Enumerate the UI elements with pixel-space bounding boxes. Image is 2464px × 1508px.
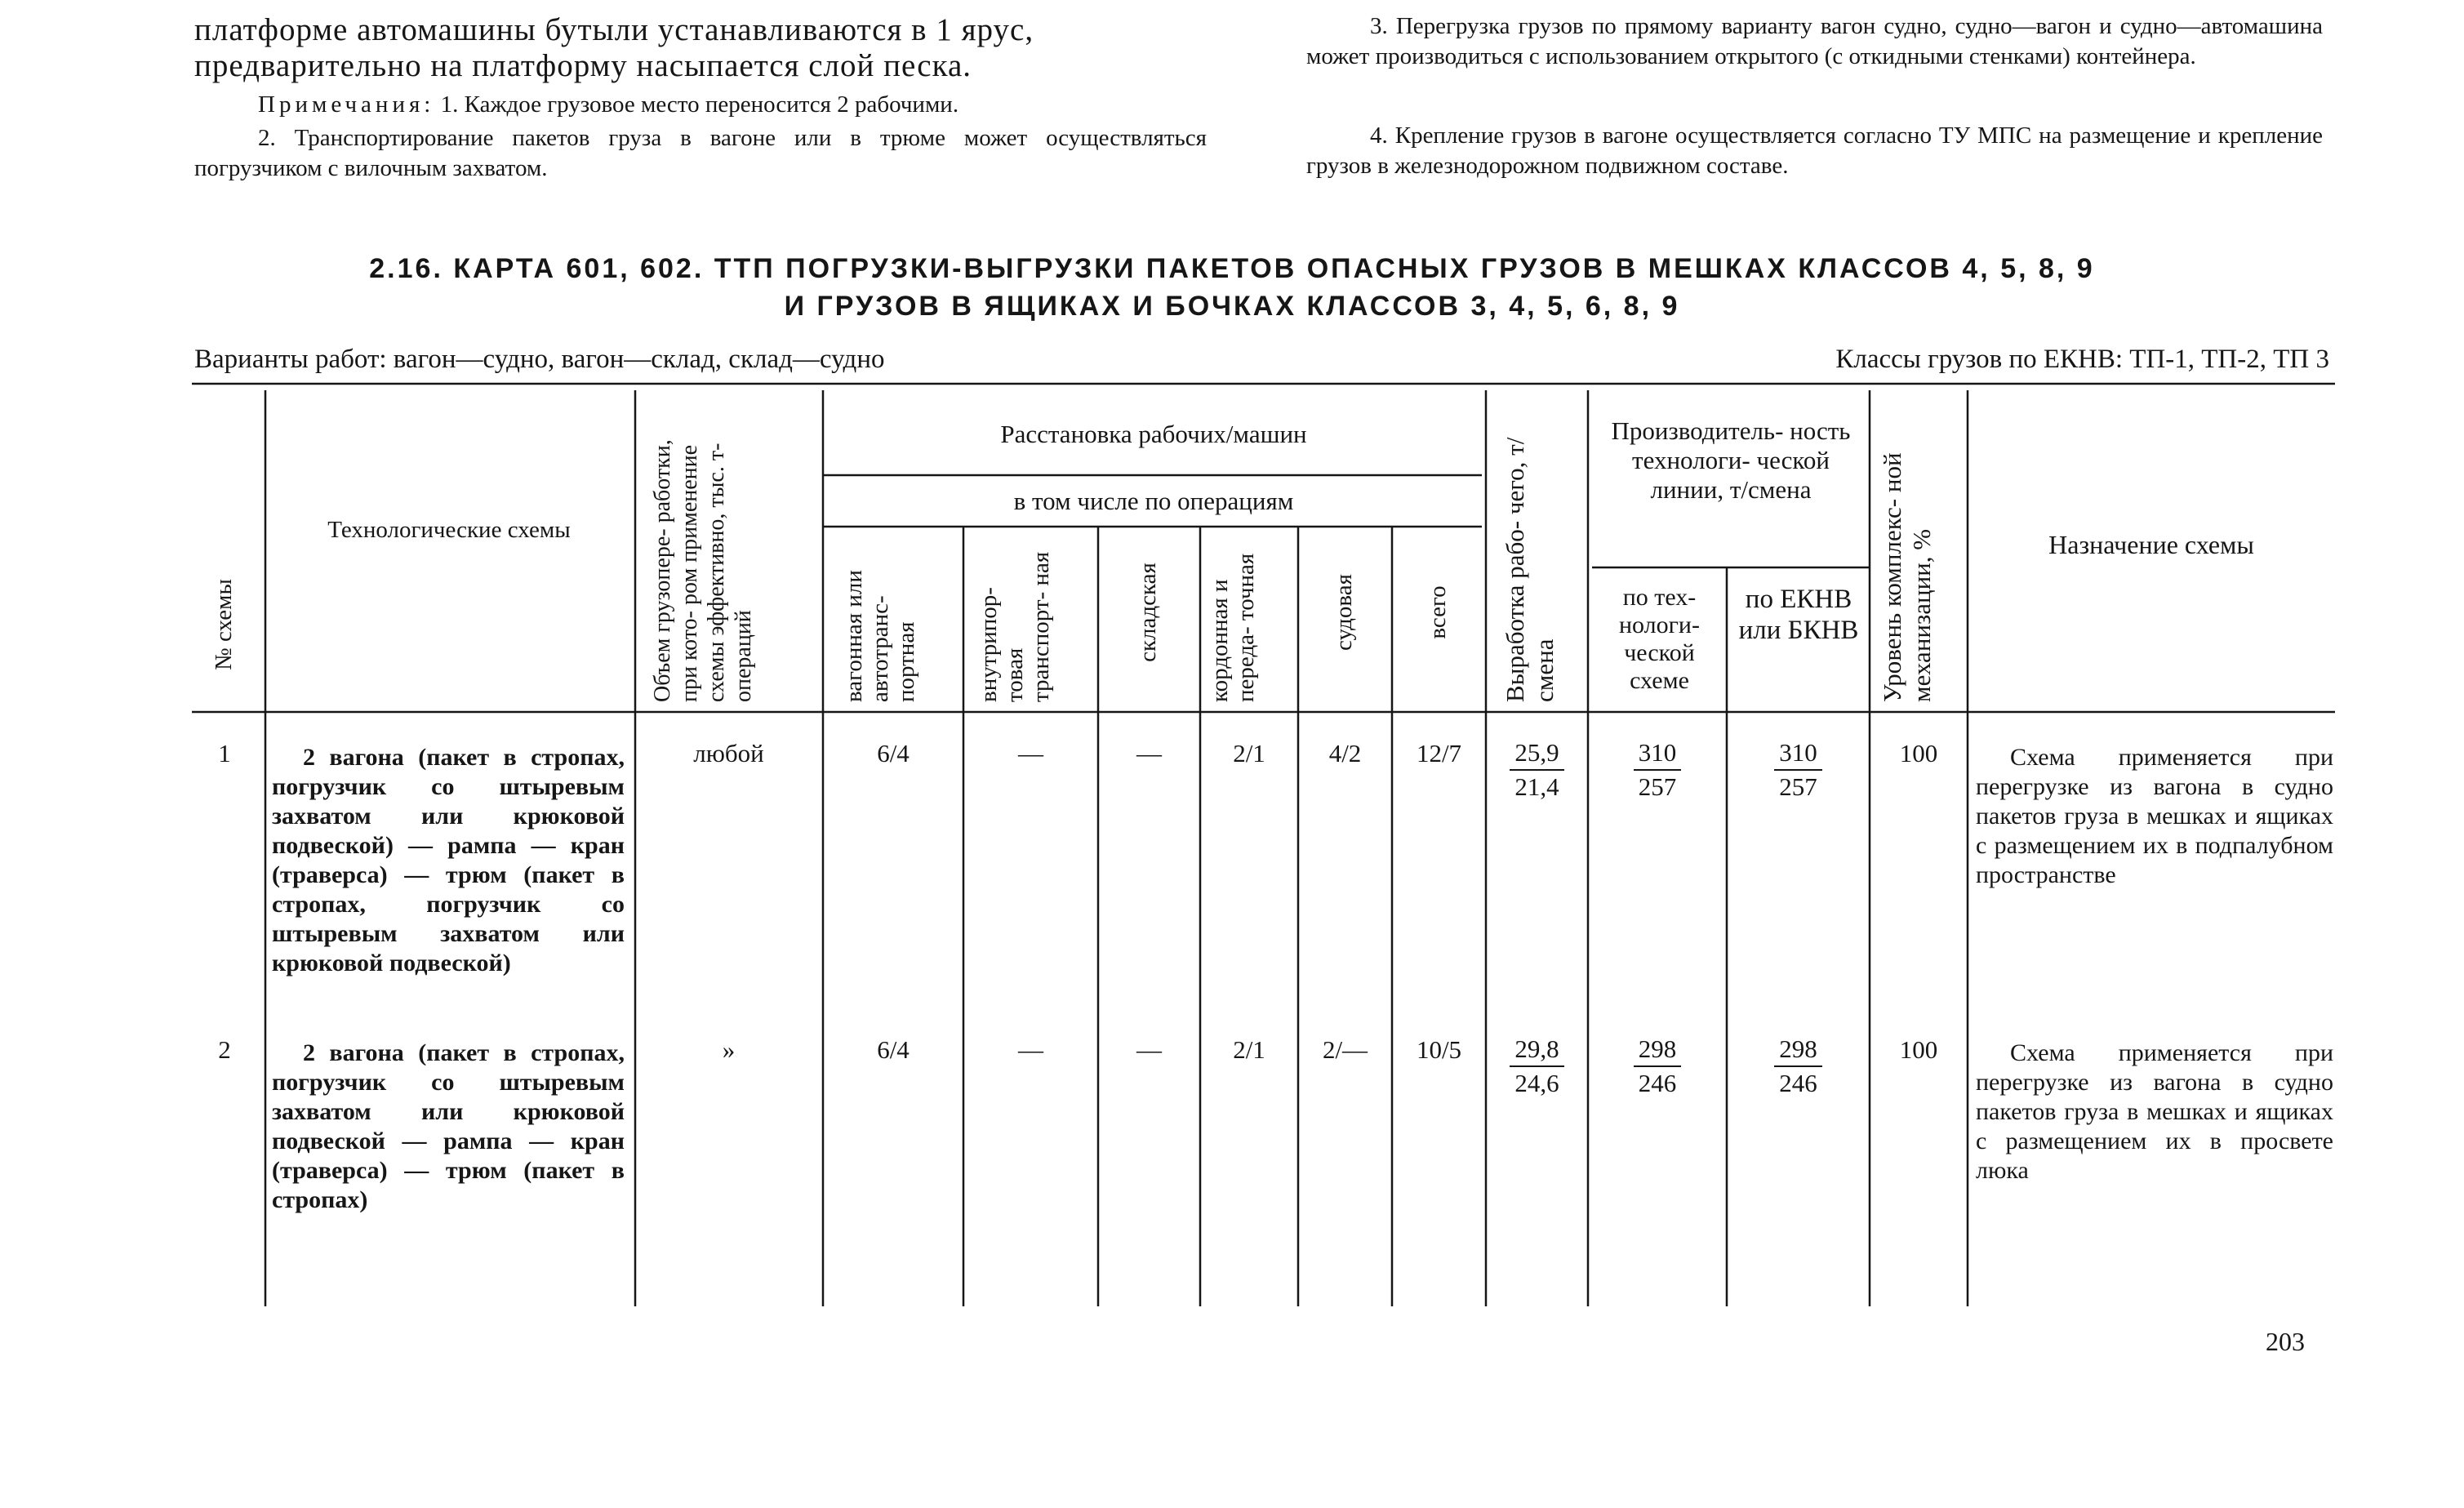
row-1-warehouse: — [1136, 739, 1162, 767]
row-2-ship: 2/— [1322, 1035, 1368, 1064]
header-op-cordon-text: кордонная и переда- точная [1207, 553, 1259, 702]
row-1-prod-ekn [1727, 736, 1870, 803]
row-2-output-top: 29,8 [1510, 1033, 1563, 1067]
row-1-wagon: 6/4 [877, 739, 910, 767]
row-2-prod-tech-bottom: 246 [1638, 1069, 1677, 1097]
header-op-wagon-text: вагонная или автотранс- портная [841, 570, 919, 702]
card-title-line2: И ГРУЗОВ В ЯЩИКАХ И БОЧКАХ КЛАССОВ 3, 4, 5, 6, 8, 9 [784, 291, 1680, 322]
row-1-num: 1 [218, 739, 231, 767]
row-2-mechanization: 100 [1899, 1035, 1938, 1064]
intro-left-line1: платформе автомашины бутыли устанавливаются в 1 ярус, [194, 12, 1034, 47]
row-1-prod-tech-top: 310 [1634, 736, 1682, 771]
row-2-output-bottom: 24,6 [1514, 1069, 1559, 1097]
header-op-cordon [1207, 539, 1259, 702]
row-2-num: 2 [218, 1035, 231, 1064]
intro-left-line2: предварительно на платформу насыпается слой песка. [194, 48, 972, 83]
row-2-volume: » [722, 1035, 736, 1064]
row-1-purpose: Схема применяется при перегрузке из вагона в судно пакетов груза в мешках и ящиках с размещением их в подпалубном пространстве [1976, 744, 2333, 888]
row-2-prod-ekn-bottom: 246 [1779, 1069, 1817, 1097]
header-output-text: Выработка рабо- чего, т/смена [1501, 437, 1559, 702]
row-2-cordon: 2/1 [1233, 1035, 1265, 1064]
row-2-total: 10/5 [1416, 1035, 1462, 1064]
header-volume [649, 425, 757, 702]
header-prod-ekn: по ЕКНВ или БКНВ [1738, 585, 1859, 645]
row-1-output [1486, 736, 1588, 803]
header-op-total: всего [1425, 585, 1451, 639]
row-2-prod-tech [1588, 1033, 1727, 1100]
intro-right-item3: 3. Перегрузка грузов по прямому варианту вагон судно, судно—вагон и судно—автомашина может производиться с использованием открытого (с откидными стенками) контейнера. [1306, 13, 2323, 69]
cargo-classes: Классы грузов по ЕКНВ: ТП-1, ТП-2, ТП 3 [1835, 345, 2329, 374]
row-2-purpose: Схема применяется при перегрузке из вагона в судно пакетов груза в мешках и ящиках с размещением их в просвете люка [1976, 1039, 2333, 1184]
header-mechanization [1878, 400, 1937, 702]
row-1-output-top: 25,9 [1510, 736, 1563, 771]
intro-right-item4: 4. Крепление грузов в вагоне осуществляется согласно ТУ МПС на размещение и крепление грузов в железнодорожном подвижном составе. [1306, 122, 2323, 179]
row-2-output [1486, 1033, 1588, 1100]
row-1-total: 12/7 [1416, 739, 1462, 767]
header-volume-text: Объем грузопере- работки, при кото- ром применение схемы эффективно, тыс. т-операций [650, 439, 756, 702]
row-2-prod-tech-top: 298 [1634, 1033, 1682, 1067]
row-2-warehouse: — [1136, 1035, 1162, 1064]
notes-heading: Примечания: [258, 91, 435, 118]
note-1-text: 1. Каждое грузовое место переносится 2 рабочими. [440, 91, 959, 118]
row-2-wagon: 6/4 [877, 1035, 910, 1064]
header-scheme-number: № схемы [211, 579, 237, 670]
row-1-prod-tech [1588, 736, 1727, 803]
header-productivity: Производитель- ность технологи- ческой линии, т/смена [1611, 416, 1851, 504]
row-1-scheme: 2 вагона (пакет в стропах, погрузчик со штыревым захватом или крюковой подвеской) — рампа — кран (траверса) — трюм (пакет в стропах, погрузчик со штыревым захватом или крюковой подвеской) [272, 744, 625, 976]
row-1-volume: любой [693, 739, 764, 767]
header-op-internal [976, 539, 1054, 702]
header-mechanization-text: Уровень комплекс- ной механизации, % [1878, 452, 1936, 702]
header-op-warehouse: складская [1135, 563, 1161, 662]
header-op-ship: судовая [1331, 574, 1357, 651]
header-placement: Расстановка рабочих/машин [1000, 420, 1307, 448]
row-1-prod-ekn-top: 310 [1774, 736, 1822, 771]
header-by-operations: в том числе по операциям [1013, 487, 1294, 515]
row-1-ship: 4/2 [1328, 739, 1362, 767]
note-2: 2. Транспортирование пакетов груза в вагоне или в трюме может осуществляться погрузчиком с вилочным захватом. [194, 125, 1207, 181]
row-2-internal: — [1018, 1035, 1043, 1064]
row-1-prod-tech-bottom: 257 [1638, 772, 1677, 801]
page-number: 203 [2266, 1327, 2305, 1356]
row-1-mechanization: 100 [1899, 739, 1938, 767]
header-op-wagon [841, 539, 919, 702]
row-1-prod-ekn-bottom: 257 [1779, 772, 1817, 801]
row-1-cordon: 2/1 [1233, 739, 1265, 767]
header-prod-tech: по тех- нологи- ческой схеме [1619, 584, 1700, 694]
header-technological-schemes: Технологические схемы [327, 517, 571, 543]
row-2-scheme: 2 вагона (пакет в стропах, погрузчик со штыревым захватом или крюковой подвеской — рампа — кран (траверса) — трюм (пакет в стропах) [272, 1039, 625, 1213]
work-variants: Варианты работ: вагон—судно, вагон—склад, склад—судно [194, 345, 885, 374]
card-title-line1: 2.16. КАРТА 601, 602. ТТП ПОГРУЗКИ-ВЫГРУЗКИ ПАКЕТОВ ОПАСНЫХ ГРУЗОВ В МЕШКАХ КЛАССОВ 4, 5, 8, 9 [369, 253, 2095, 284]
row-1-internal: — [1018, 739, 1043, 767]
header-purpose: Назначение схемы [2048, 530, 2254, 559]
header-output [1501, 433, 1559, 702]
row-2-prod-ekn-top: 298 [1774, 1033, 1822, 1067]
header-op-internal-text: внутрипор- товая транспорт- ная [976, 551, 1054, 702]
row-2-prod-ekn [1727, 1033, 1870, 1100]
row-1-output-bottom: 21,4 [1514, 772, 1559, 801]
